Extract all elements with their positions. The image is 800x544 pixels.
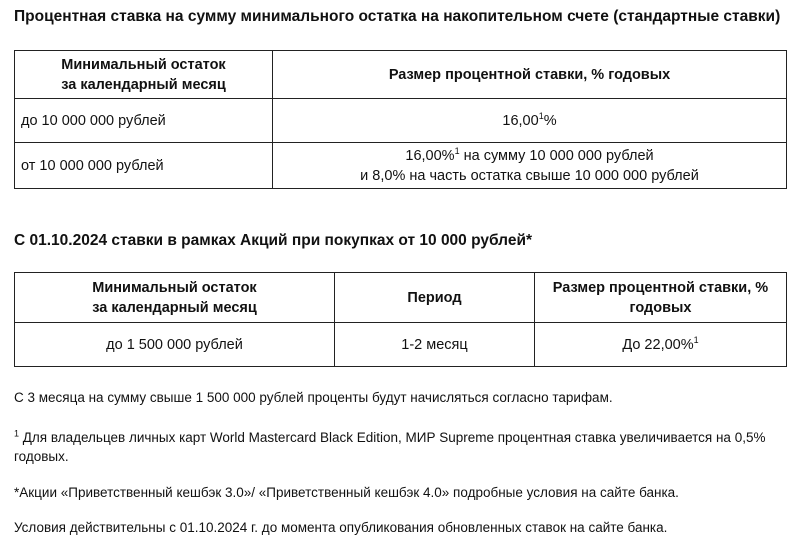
header-min-balance — [15, 273, 335, 323]
row1-rate — [273, 99, 787, 143]
row2-rate — [273, 143, 787, 189]
note-validity: Условия действительны с 01.10.2024 г. до момента опубликования обновленных ставок на сайте банка. — [14, 520, 668, 535]
table-row — [15, 99, 787, 143]
footnote-line1: Для владельцев личных карт World Mastercard Black Edition, МИР Supreme процентная ставка увеличивается на 0,5% — [19, 430, 766, 445]
table-header-row — [15, 273, 787, 323]
header-rate-line1: Размер процентной ставки, % — [552, 279, 769, 296]
footnote-1 — [14, 428, 789, 466]
note-after-three-months: С 3 месяца на сумму свыше 1 500 000 рублей проценты будут начисляться согласно тарифам. — [14, 390, 613, 405]
footnote-ref: 1 — [454, 145, 460, 156]
table-row — [15, 143, 787, 189]
row1-rate-value: 16,00 — [502, 112, 539, 129]
table-row — [15, 323, 787, 367]
row1-rate-suffix: % — [543, 112, 557, 129]
promo-row-balance: до 1 500 000 рублей — [15, 323, 335, 367]
row2-balance: от 10 000 000 рублей — [15, 143, 273, 189]
note-promotions: *Акции «Приветственный кешбэк 3.0»/ «Приветственный кешбэк 4.0» подробные условия на сайте банка. — [14, 485, 679, 500]
header-rate: Размер процентной ставки, % годовых — [273, 51, 787, 99]
row2-rate-value: 16,00% — [405, 147, 455, 164]
footnote-mark: 1 — [14, 428, 20, 439]
row1-balance: до 10 000 000 рублей — [15, 99, 273, 143]
footnote-line2: годовых. — [14, 449, 69, 464]
section2-title: С 01.10.2024 ставки в рамках Акций при покупках от 10 000 рублей* — [14, 232, 533, 249]
row2-rate-line2: и 8,0% на часть остатка свыше 10 000 000 рублей — [360, 167, 699, 184]
promo-row-rate — [535, 323, 787, 367]
header-min-balance-line1: Минимальный остаток — [92, 279, 257, 296]
footnote-ref: 1 — [538, 110, 544, 121]
standard-rates-table — [14, 50, 787, 189]
header-min-balance — [15, 51, 273, 99]
promo-row-period: 1-2 месяц — [335, 323, 535, 367]
header-rate — [535, 273, 787, 323]
header-min-balance-line2: за календарный месяц — [61, 76, 226, 93]
promo-rates-table — [14, 272, 787, 367]
table-header-row — [15, 51, 787, 99]
section1-title: Процентная ставка на сумму минимального остатка на накопительном счете (стандартные ставки) — [14, 8, 781, 25]
header-period: Период — [335, 273, 535, 323]
header-rate-line2: годовых — [629, 299, 692, 316]
header-min-balance-line2: за календарный месяц — [92, 299, 257, 316]
row2-rate-rest: на сумму 10 000 000 рублей — [459, 147, 654, 164]
header-min-balance-line1: Минимальный остаток — [61, 56, 226, 73]
footnote-ref: 1 — [693, 334, 699, 345]
promo-rate-value: До 22,00% — [622, 336, 694, 353]
